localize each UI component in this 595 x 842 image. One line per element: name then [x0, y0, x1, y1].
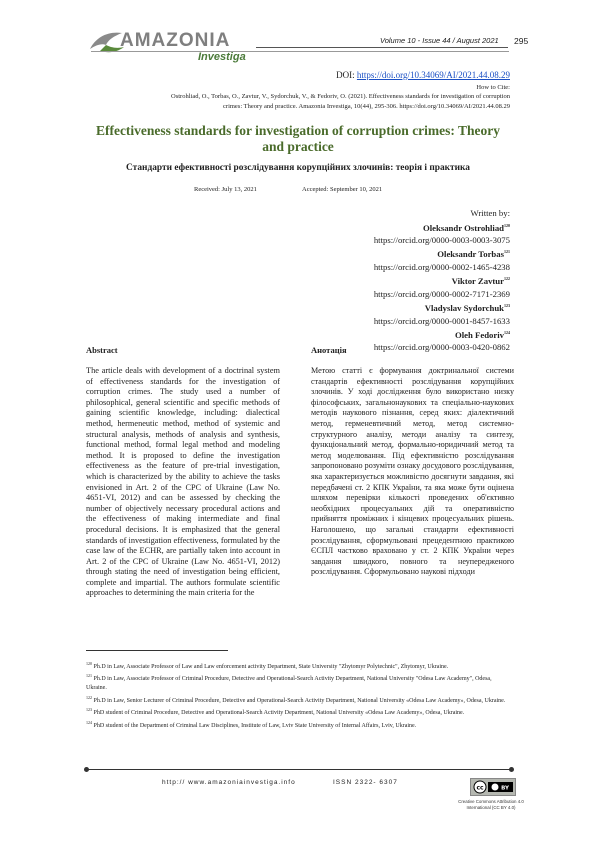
annotation-heading: Анотація — [311, 345, 347, 355]
title-ukrainian: Стандарти ефективності розслідування корупційних злочинів: теорія і практика — [126, 163, 470, 173]
doi-label: DOI: — [336, 70, 355, 80]
footnotes — [86, 660, 512, 731]
footer-dot-right — [509, 767, 514, 772]
footer-issn: ISSN 2322- 6307 — [333, 779, 398, 786]
svg-text:cc: cc — [476, 784, 484, 792]
issue-info: Volume 10 - Issue 44 / August 2021 — [380, 36, 499, 45]
author-orcid[interactable]: https://orcid.org/0000-0003-0003-3075 — [373, 234, 510, 245]
author-list — [250, 207, 510, 354]
author-orcid[interactable]: https://orcid.org/0000-0002-1465-4238 — [373, 261, 510, 272]
logo-name: AMAZONIA — [120, 30, 231, 51]
citation-line-1: Ostrohliad, O., Torbas, O., Zavtur, V., Sydorchuk, V., & Fedoriv, O. (2021). Effectiveness standards for investigation of corruption — [171, 93, 510, 101]
citation-block — [86, 83, 510, 111]
author-name: Oleksandr Ostrohliad$^{120}$ — [422, 222, 510, 233]
author-name: Vladyslav Sydorchuk$^{123}$ — [424, 303, 510, 314]
header-divider-lower — [91, 51, 509, 52]
accepted-date: Accepted: September 10, 2021 — [302, 186, 383, 193]
footnote-divider — [86, 650, 228, 651]
doi-link[interactable]: https://doi.org/10.34069/AI/2021.44.08.29 — [356, 70, 510, 80]
author-name: Oleh Fedoriv$^{124}$ — [455, 329, 510, 340]
author-name: Viktor Zavtur$^{122}$ — [451, 276, 510, 287]
footnote: $^{121}$ Ph.D in Law, Associate Professor of Criminal Procedure, Detective and Operational-Search Activity Department, National University "Odesa Law Academy", Odesa, Ukraine. — [86, 673, 492, 692]
abstract-heading: Abstract — [86, 345, 118, 355]
author-orcid[interactable]: https://orcid.org/0000-0002-7171-2369 — [373, 288, 510, 299]
footer-dot-left — [84, 767, 89, 772]
footer-url[interactable]: http:// www.amazoniainvestiga.info — [162, 779, 296, 786]
journal-logo — [86, 27, 266, 69]
title-english: Effectiveness standards for investigation of corruption crimes: Theory and practice — [95, 123, 501, 154]
cc-license-icon[interactable] — [470, 778, 516, 796]
cc-by-icon — [471, 779, 515, 795]
doi-line — [336, 70, 510, 80]
page-number: 295 — [514, 36, 529, 46]
abstract-text: The article deals with development of a doctrinal system of effectiveness standards for the investigation of corruption crimes. The study used a number of philosophical, general scientific and specific methods of gaining scientific knowledge, including: dialectical method, hermeneutic method, method of systemic and structural analysis, methods of analysis and synthesis, functional method, formal legal method and modeling method. It is proposed to define the investigation effectiveness as the feature of pre-trial investigation, which is characterized by the ability to achieve the tasks envisioned in Art. 2 of the CPC of Ukraine (Law No. 4651-VI, 2012) and can be assessed by checking the number of objectively necessary procedural actions and the effectiveness of making intermediate and final procedural decisions. It is emphasized that the general standards of investigation effectiveness, formulated by the case law of the ECHR, are partially taken into account in Art. 2 of the CPC of Ukraine (Law No. 4651-VI, 2012) through stating the need of investigation being efficient, complete and impartial. The authors formulate scientific approaches to determining the main criteria for the — [86, 366, 280, 598]
citation-label: How to Cite: — [476, 84, 510, 91]
footnote: $^{120}$ Ph.D in Law, Associate Professor of Law and Law enforcement activity Department, State University "Zhytomyr Polytechnic", Zhytomyr, Ukraine. — [86, 661, 449, 670]
svg-text:BY: BY — [501, 785, 509, 792]
cc-license-text: Creative Commons Attribution 4.0 International (CC BY 4.0) — [458, 799, 524, 810]
received-date: Received: July 13, 2021 — [194, 186, 257, 193]
footnote: $^{123}$ PhD student of Criminal Procedure, Detective and Operational-Search Activity Department, National University «Odesa Law Academy», Odesa, Ukraine. — [86, 707, 465, 717]
written-by-label: Written by: — [470, 208, 510, 218]
header-divider — [256, 47, 508, 48]
footnote: $^{124}$ PhD student of the Department of Criminal Law Disciplines, Institute of Law, Lviv State University of Internal Affairs, Lviv, Ukraine. — [86, 719, 417, 729]
author-name: Oleksandr Torbas$^{121}$ — [437, 249, 510, 260]
annotation-text: Метою статті є формування доктринальної системи стандартів ефективності розслідування корупційних злочинів. У ході дослідження було використано низку філософських, загальнонаукових та спеціально-наукових методів наукового пізнання, серед яких: діалектичний метод, герменевтичний метод, метод системно-структурного аналізу, методи аналізу та синтезу, функціональний метод, формально-юридичний метод та метод моделювання. Під ефективністю розслідування запропоновано розуміти ознаку досудового розслідування, яка характеризується можливістю досягнути завдання, які передбачені ст. 2 КПК України, та яка може бути оцінена шляхом перевірки кількості проведених об'єктивно необхідних процесуальних дій та оперативністю прийняття проміжних і кінцевих процесуальних рішень. Наголошено, що загальні стандарти ефективності розслідування, сформульовані прецедентною практикою ЄСПЛ частково враховано у ст. 2 КПК України через завдання швидкого, повного та неупередженого розслідування. Сформульовано наукові підходи — [311, 366, 514, 577]
author-orcid[interactable]: https://orcid.org/0000-0003-0420-0862 — [373, 342, 510, 353]
logo-subtitle: Investiga — [198, 51, 246, 63]
footer-divider — [86, 769, 512, 770]
citation-line-2: crimes: Theory and practice. Amazonia Investiga, 10(44), 295-306. https://doi.org/10.34069/AI/2021.44.08.29 — [223, 102, 510, 110]
footnote: $^{122}$ Ph.D in Law, Senior Lecturer of Criminal Procedure, Detective and Operational-Search Activity Department, National University «Odesa Law Academy», Odesa, Ukraine. — [86, 694, 506, 704]
author-orcid[interactable]: https://orcid.org/0000-0001-8457-1633 — [373, 315, 510, 326]
